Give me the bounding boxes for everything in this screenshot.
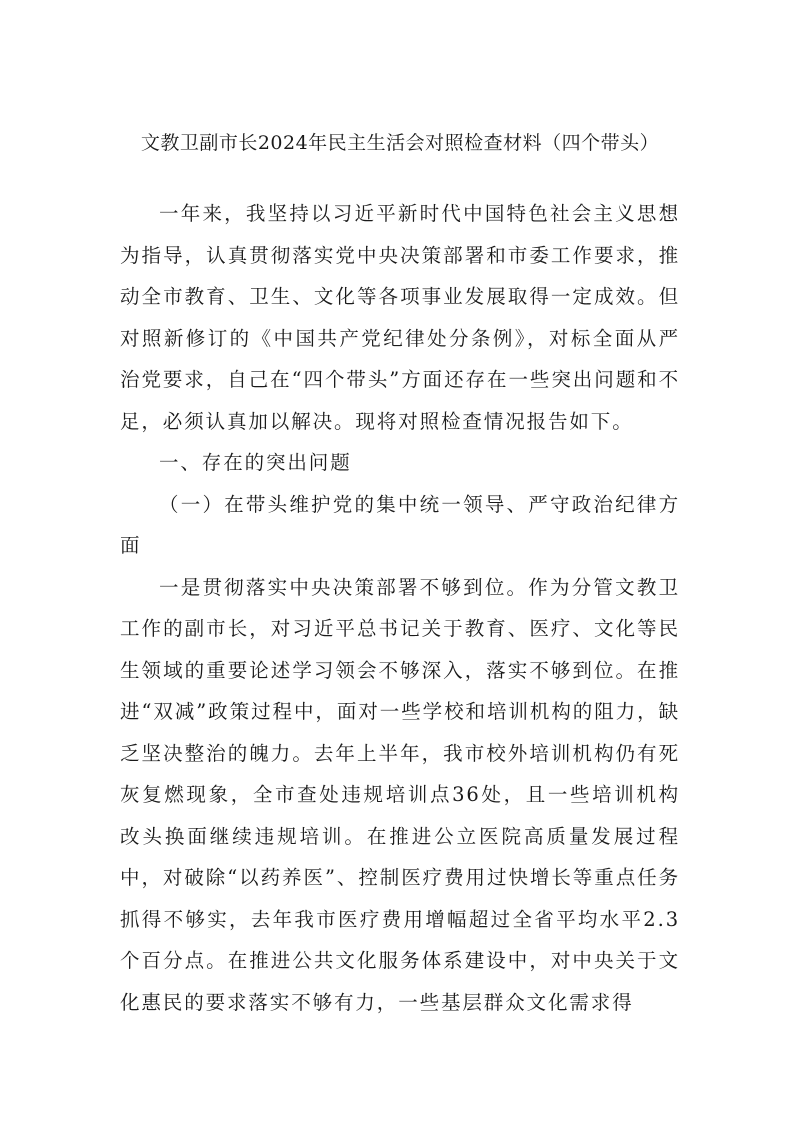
document-body (120, 193, 680, 1023)
body-paragraph: 一是贯彻落实中央决策部署不够到位。作为分管文教卫工作的副市长，对习近平总书记关于教育、医疗、文化等民生领域的重要论述学习领会不够深入，落实不够到位。在推进“双减”政策过程中，面对一些学校和培训机构的阻力，缺乏坚决整治的魄力。去年上半年，我市校外培训机构仍有死灰复燃现象，全市查处违规培训点36处，且一些培训机构改头换面继续违规培训。在推进公立医院高质量发展过程中，对破除“以药养医”、控制医疗费用过快增长等重点任务抓得不够实，去年我市医疗费用增幅超过全省平均水平2.3个百分点。在推进公共文化服务体系建设中，对中央关于文化惠民的要求落实不够有力，一些基层群众文化需求得 (120, 575, 680, 1014)
document-title: 文教卫副市长2024年民主生活会对照检查材料（四个带头） (140, 132, 660, 154)
intro-paragraph: 一年来，我坚持以习近平新时代中国特色社会主义思想为指导，认真贯彻落实党中央决策部署和市委工作要求，推动全市教育、卫生、文化等各项事业发展取得一定成效。但对照新修订的《中国共产党纪律处分条例》，对标全面从严治党要求，自己在“四个带头”方面还存在一些突出问题和不足，必须认真加以解决。现将对照检查情况报告如下。 (120, 202, 680, 433)
subsection-heading: （一）在带头维护党的集中统一领导、严守政治纪律方面 (120, 492, 680, 557)
section-heading: 一、存在的突出问题 (159, 451, 352, 474)
